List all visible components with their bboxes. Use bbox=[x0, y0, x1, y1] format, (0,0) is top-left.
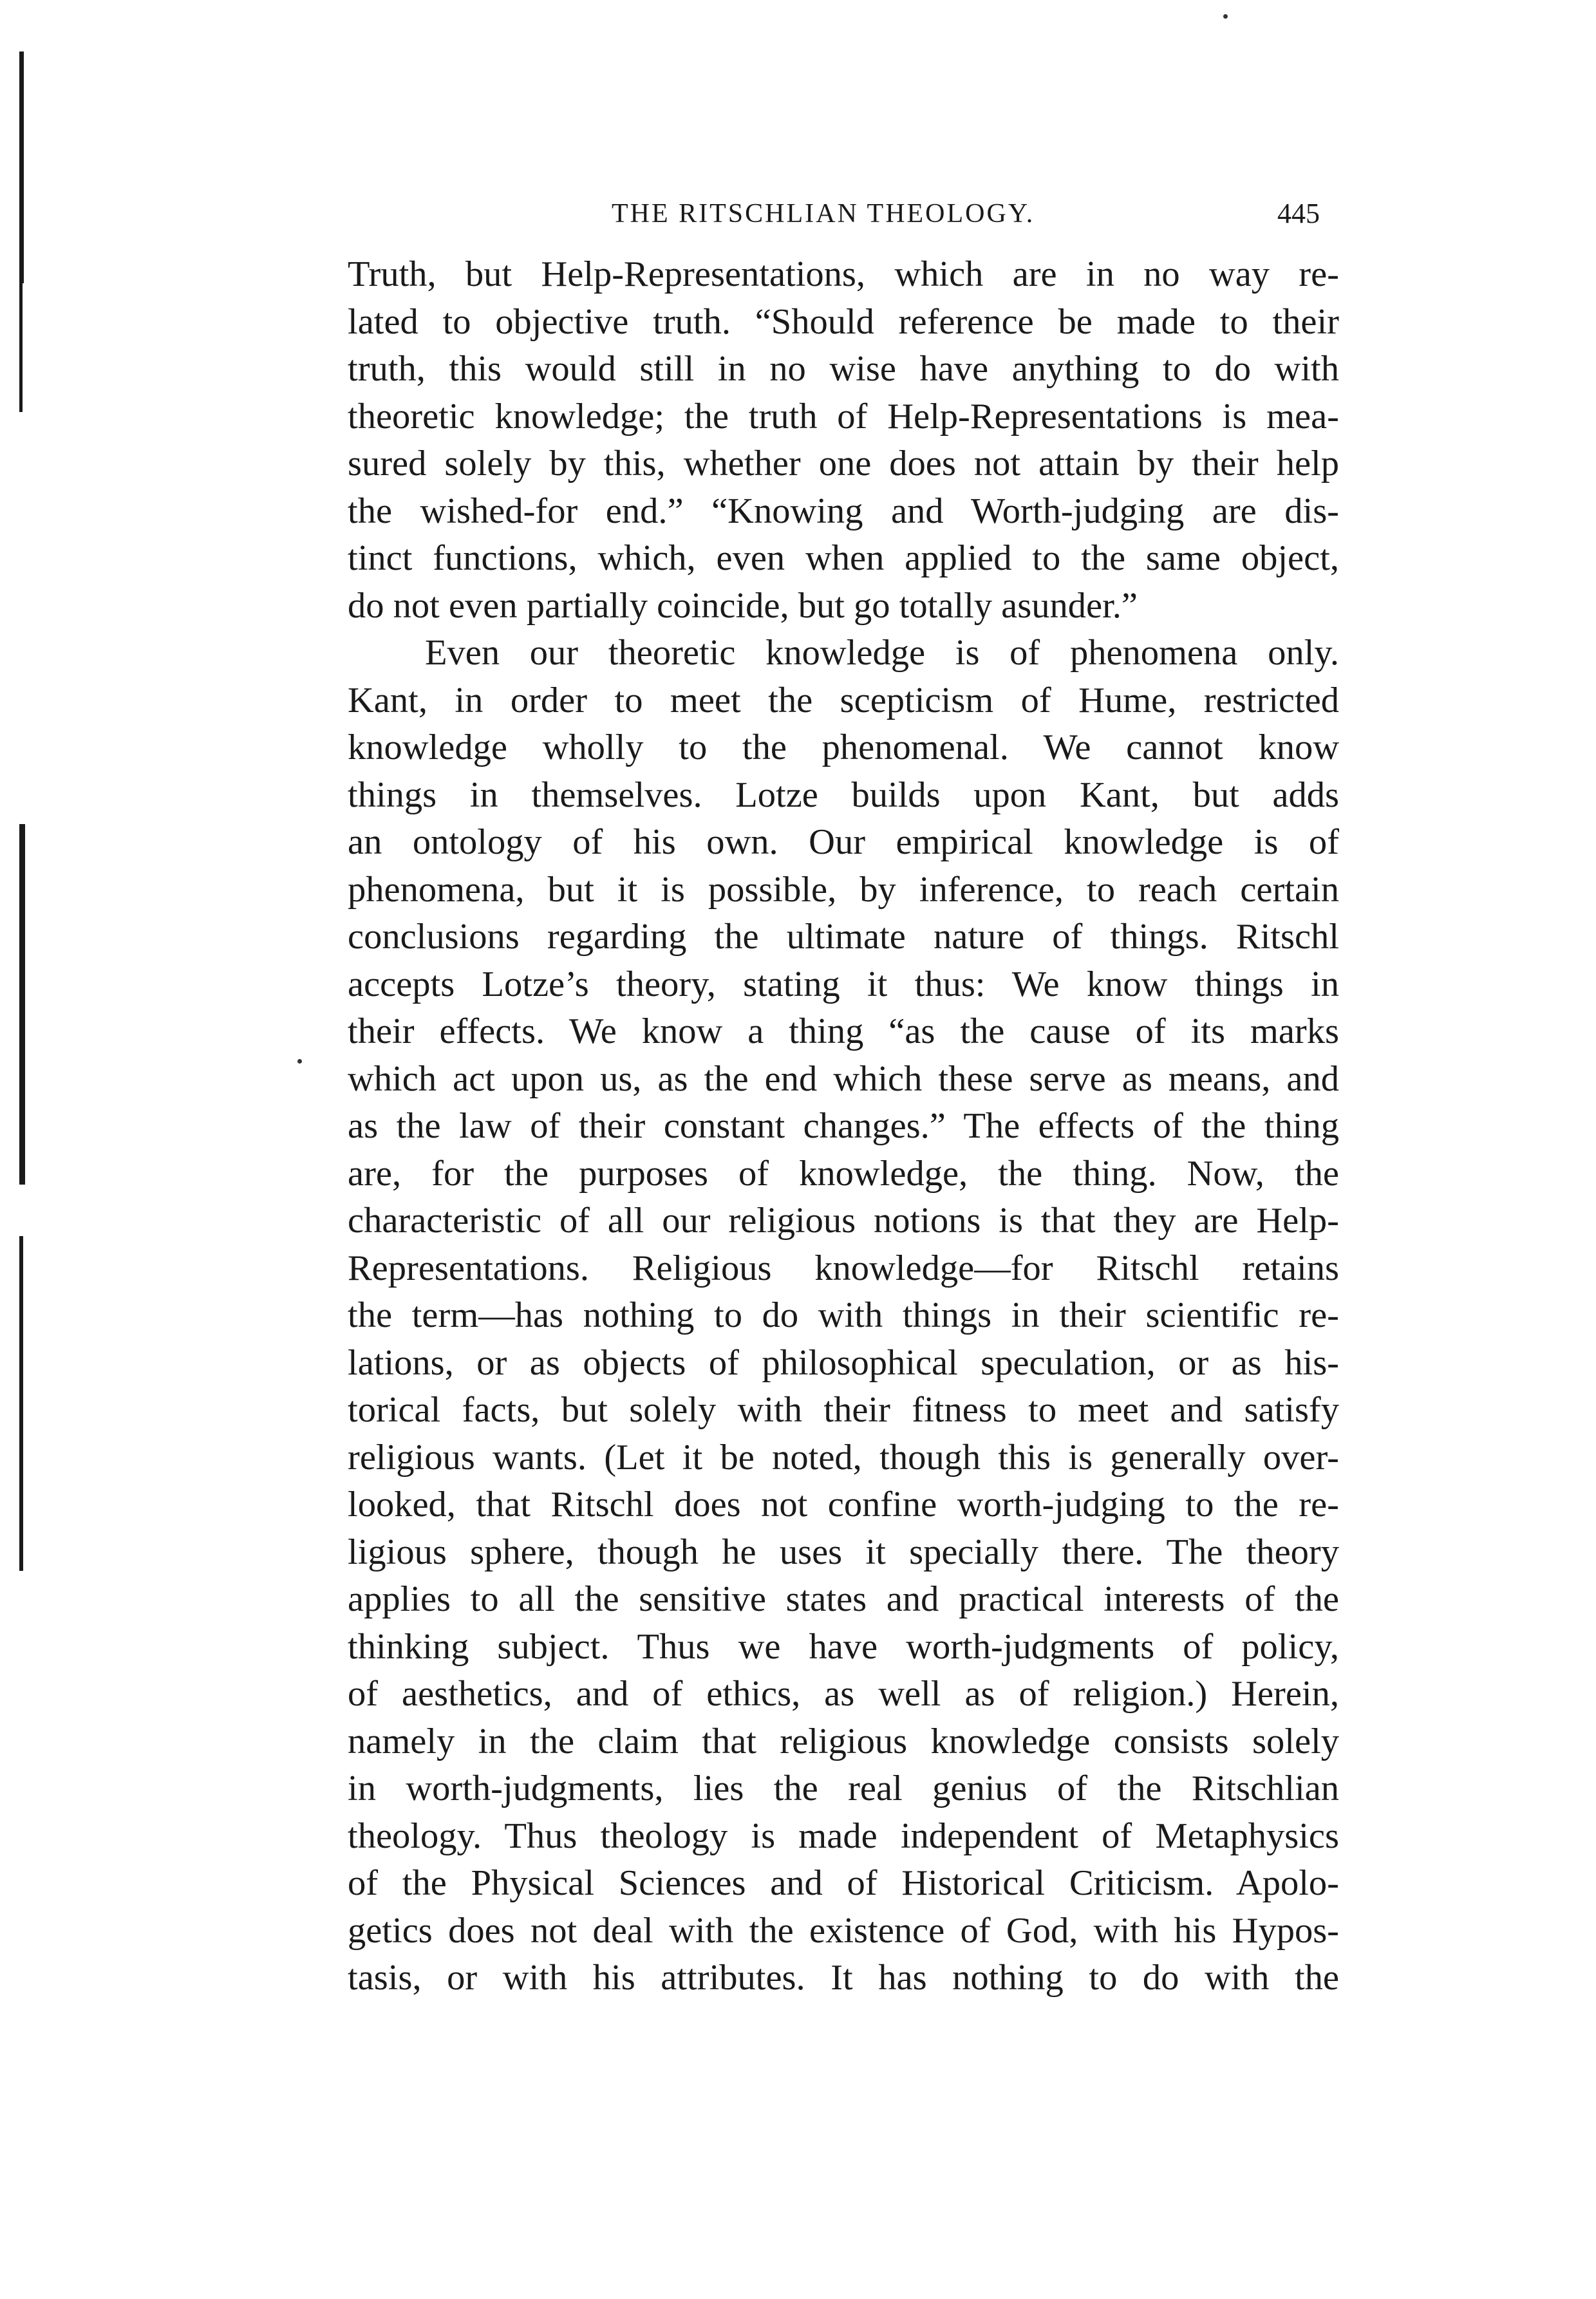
text-line: their effects. We know a thing “as the cause of its marks bbox=[348, 1011, 1339, 1051]
text-line: do not even partially coincide, but go totally asunder.” bbox=[348, 585, 1138, 626]
text-line: Even our theoretic knowledge is of phenomena only. bbox=[425, 633, 1339, 673]
text-line: conclusions regarding the ultimate nature of things. Ritschl bbox=[348, 917, 1339, 957]
text-line: Representations. Religious knowledge—for Ritschl retains bbox=[348, 1248, 1339, 1288]
text-line: phenomena, but it is possible, by inference, to reach certain bbox=[348, 869, 1339, 910]
text-line: theoretic knowledge; the truth of Help-Representations is mea- bbox=[348, 396, 1339, 436]
text-line: lated to objective truth. “Should reference be made to their bbox=[348, 301, 1339, 342]
text-line: namely in the claim that religious knowledge consists solely bbox=[348, 1721, 1339, 1761]
text-line: which act upon us, as the end which these serve as means, and bbox=[348, 1058, 1339, 1099]
text-line: of aesthetics, and of ethics, as well as of religion.) Herein, bbox=[348, 1674, 1339, 1714]
text-line: religious wants. (Let it be noted, though this is generally over- bbox=[348, 1437, 1339, 1478]
text-line: tinct functions, which, even when applied to the same object, bbox=[348, 538, 1339, 578]
text-line: of the Physical Sciences and of Historical Criticism. Apolo- bbox=[348, 1863, 1339, 1903]
text-line: in worth-judgments, lies the real genius of the Ritschlian bbox=[348, 1769, 1339, 1808]
scan-speck bbox=[297, 1059, 302, 1064]
text-line: an ontology of his own. Our empirical knowledge is of bbox=[348, 822, 1339, 862]
text-line: ligious sphere, though he uses it specially there. The theory bbox=[348, 1532, 1339, 1572]
text-line: getics does not deal with the existence of God, with his Hypos- bbox=[348, 1910, 1339, 1951]
running-head: THE RITSCHLIAN THEOLOGY. bbox=[612, 199, 1035, 229]
text-line: Truth, but Help-Representations, which are in no way re- bbox=[348, 254, 1339, 294]
text-line: characteristic of all our religious notions is that they are Help- bbox=[348, 1201, 1339, 1241]
text-line: accepts Lotze’s theory, stating it thus: We know things in bbox=[348, 964, 1339, 1004]
scan-edge-shadow bbox=[19, 52, 24, 283]
scan-speck bbox=[1223, 14, 1228, 19]
text-line: tasis, or with his attributes. It has nothing to do with the bbox=[348, 1958, 1339, 1998]
text-line: theology. Thus theology is made independent of Metaphysics bbox=[348, 1816, 1339, 1856]
scan-edge-shadow bbox=[19, 1236, 23, 1571]
text-line: Kant, in order to meet the scepticism of Hume, restricted bbox=[348, 680, 1339, 720]
page-number: 445 bbox=[1277, 198, 1320, 229]
text-line: are, for the purposes of knowledge, the thing. Now, the bbox=[348, 1153, 1339, 1194]
scan-edge-shadow bbox=[19, 824, 25, 1185]
scan-edge-shadow bbox=[19, 283, 23, 412]
page-header bbox=[380, 193, 1339, 245]
text-line: thinking subject. Thus we have worth-judgments of policy, bbox=[348, 1626, 1339, 1667]
text-line: truth, this would still in no wise have anything to do with bbox=[348, 349, 1339, 389]
text-line: sured solely by this, whether one does not attain by their help bbox=[348, 444, 1339, 483]
text-line: the term—has nothing to do with things in their scientific re- bbox=[348, 1295, 1339, 1335]
text-line: looked, that Ritschl does not confine worth-judging to the re- bbox=[348, 1485, 1339, 1525]
text-line: lations, or as objects of philosophical speculation, or as his- bbox=[348, 1342, 1339, 1383]
text-line: knowledge wholly to the phenomenal. We cannot know bbox=[348, 727, 1339, 767]
body-text bbox=[348, 251, 1339, 2002]
text-line: as the law of their constant changes.” The effects of the thing bbox=[348, 1106, 1339, 1146]
text-line: things in themselves. Lotze builds upon Kant, but adds bbox=[348, 774, 1339, 815]
text-line: torical facts, but solely with their fitness to meet and satisfy bbox=[348, 1390, 1339, 1430]
text-line: the wished-for end.” “Knowing and Worth-judging are dis- bbox=[348, 491, 1339, 531]
text-line: applies to all the sensitive states and practical interests of the bbox=[348, 1579, 1339, 1619]
